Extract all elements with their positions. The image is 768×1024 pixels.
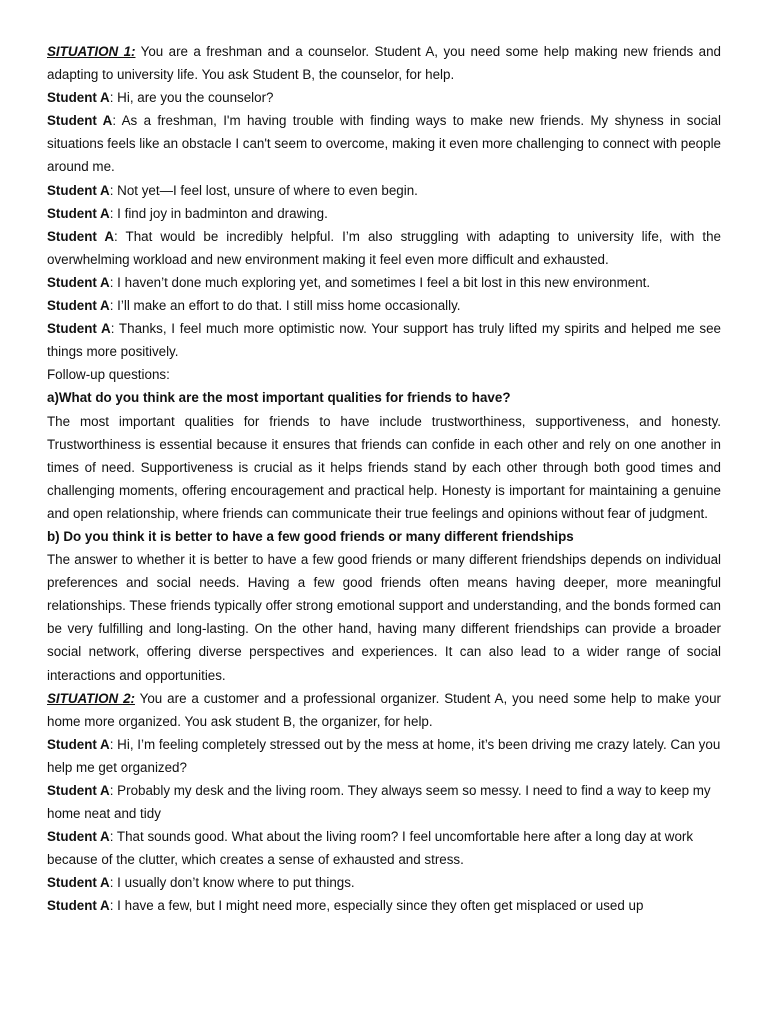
dialogue-text: : Hi, are you the counselor? xyxy=(109,90,274,106)
situation-1-paragraph xyxy=(47,40,721,86)
dialogue-text: : Thanks, I feel much more optimistic now. Your support has truly lifted my spirits and helped me see things more positively. xyxy=(47,321,721,360)
situation-2-text: You are a customer and a professional organizer. Student A, you need some help to make your home more organized. You ask student B, the organizer, for help. xyxy=(47,690,721,729)
dialogue-text: : I’ll make an effort to do that. I still miss home occasionally. xyxy=(109,298,461,314)
dialogue-line xyxy=(47,202,721,225)
situation-2-label: SITUATION 2: xyxy=(47,690,135,706)
dialogue-text: : As a freshman, I'm having trouble with finding ways to make new friends. My shyness in social situations feels like an obstacle I can't seem to overcome, making it even more challenging to connect with people around me. xyxy=(47,113,721,175)
dialogue-line xyxy=(47,179,721,202)
dialogue-line xyxy=(47,779,721,825)
dialogue-line xyxy=(47,294,721,317)
situation-1-label: SITUATION 1: xyxy=(47,44,136,59)
dialogue-line xyxy=(47,733,721,779)
dialogue-line xyxy=(47,225,721,271)
speaker-label: Student A xyxy=(47,736,110,752)
dialogue-text: : That would be incredibly helpful. I’m also struggling with adapting to university life, with the overwhelming workload and new environment making it feel even more difficult and exhausted. xyxy=(47,228,721,267)
speaker-label: Student A xyxy=(47,90,110,106)
dialogue-text: : I have a few, but I might need more, especially since they often get misplaced or used up xyxy=(109,898,644,914)
speaker-label: Student A xyxy=(47,205,110,221)
speaker-label: Student A xyxy=(47,182,110,198)
question-a: a)What do you think are the most important qualities for friends to have? xyxy=(47,390,511,406)
dialogue-line xyxy=(47,894,721,917)
dialogue-line xyxy=(47,825,721,871)
dialogue-line xyxy=(47,109,721,178)
speaker-label: Student A xyxy=(47,321,111,337)
dialogue-text: : I haven’t done much exploring yet, and sometimes I feel a bit lost in this new environment. xyxy=(109,274,651,290)
dialogue-line xyxy=(47,317,721,363)
speaker-label: Student A xyxy=(47,783,110,798)
speaker-label: Student A xyxy=(47,298,110,314)
dialogue-text: : Not yet—I feel lost, unsure of where to even begin. xyxy=(109,182,418,198)
speaker-label: Student A xyxy=(47,875,110,891)
dialogue-text: : That sounds good. What about the living room? I feel uncomfortable here after a long day at work because of the clutter, which creates a sense of exhausted and stress. xyxy=(47,829,694,868)
answer-a: The most important qualities for friends to have include trustworthiness, supportiveness, and honesty. Trustworthiness is essential because it ensures that friends can confide in each other and rely on one another in times of need. Supportiveness is crucial as it helps friends stand by each other through both good times and challenging moments, offering encouragement and practical help. Honesty is important for maintaining a genuine and open relationship, where friends can communicate their true feelings and opinions without fear of judgment. xyxy=(47,413,721,521)
answer-b: The answer to whether it is better to have a few good friends or many different friendships depends on individual preferences and social needs. Having a few good friends often means having deeper, more meaningful relationships. These friends typically offer strong emotional support and understanding, and the bonds formed can be very fulfilling and long-lasting. On the other hand, having many different friendships can provide a broader social network, offering diverse perspectives and experiences. It can also lead to a wider range of social interactions and opportunities. xyxy=(47,552,721,683)
speaker-label: Student A xyxy=(47,274,110,290)
followup-label: Follow-up questions: xyxy=(47,367,170,383)
situation-2-paragraph xyxy=(47,687,721,733)
dialogue-text: : I find joy in badminton and drawing. xyxy=(109,205,328,221)
speaker-label: Student A xyxy=(47,829,110,845)
dialogue-line xyxy=(47,86,721,109)
dialogue-text: : Hi, I’m feeling completely stressed out by the mess at home, it’s been driving me crazy lately. Can you help me get organized? xyxy=(47,736,721,775)
question-b: b) Do you think it is better to have a few good friends or many different friendships xyxy=(47,528,574,544)
speaker-label: Student A xyxy=(47,228,115,244)
dialogue-line xyxy=(47,271,721,294)
speaker-label: Student A xyxy=(47,898,110,914)
dialogue-line xyxy=(47,871,721,894)
situation-1-text: You are a freshman and a counselor. Student A, you need some help making new friends and adapting to university life. You ask Student B, the counselor, for help. xyxy=(47,44,721,83)
dialogue-text: : I usually don’t know where to put things. xyxy=(109,875,355,891)
speaker-label: Student A xyxy=(47,113,113,129)
dialogue-text: : Probably my desk and the living room. They always seem so messy. I need to find a way to keep my home neat and tidy xyxy=(47,783,711,822)
